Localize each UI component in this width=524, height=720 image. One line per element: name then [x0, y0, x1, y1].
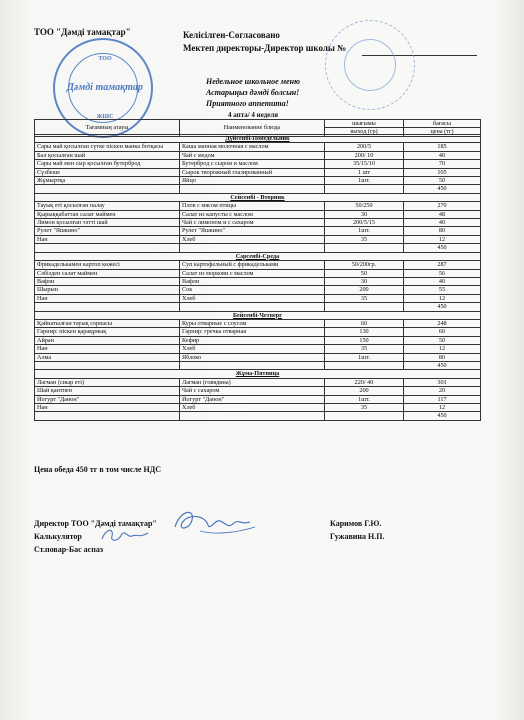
table-row [35, 353, 481, 361]
dish-name-kz: Нан [35, 235, 180, 243]
dish-name-kz: Вафли [35, 277, 180, 285]
day-title: Сәрсенбі-Среда [35, 252, 481, 260]
greeting-ru: Приятного аппетита! [206, 99, 289, 108]
dish-price: 40 [404, 219, 481, 227]
day-title: Дүйсенбі-Понедельник [35, 135, 481, 143]
dish-price: 60 [404, 328, 481, 336]
table-row [35, 336, 481, 344]
dish-name-kz: Рулет "Яшкино" [35, 227, 180, 235]
dish-price: 80 [404, 227, 481, 235]
dish-name-kz: Шай қантпен [35, 387, 180, 395]
table-row [35, 294, 481, 302]
dish-price: 50 [404, 177, 481, 185]
dish-name-kz: Сүзбеше [35, 168, 180, 176]
dish-name-kz: Нан [35, 404, 180, 412]
dish-output: 200/ 10 [325, 151, 404, 159]
dish-price: 20 [404, 387, 481, 395]
dish-output: 130 [325, 328, 404, 336]
dish-name-ru: Яблоко [180, 353, 325, 361]
dish-name-ru: Кефир [180, 336, 325, 344]
dish-price: 40 [404, 151, 481, 159]
dish-name-kz: Жұмыртқа [35, 177, 180, 185]
day-header-row [35, 370, 481, 378]
dish-name-ru: Плов с мясом птицы [180, 202, 325, 210]
table-row [35, 345, 481, 353]
dish-output: 50/200гр. [325, 261, 404, 269]
day-total-price: 450 [404, 303, 481, 311]
dish-name-kz: Нан [35, 294, 180, 302]
school-stamp [325, 20, 415, 110]
dish-price: 48 [404, 210, 481, 218]
table-row [35, 286, 481, 294]
dish-name-ru: Лагман (говядина) [180, 378, 325, 386]
table-row [35, 328, 481, 336]
day-total-price: 450 [404, 185, 481, 193]
approval-label: Келісілген-Согласовано [183, 30, 280, 40]
greeting-kz: Астарыңыз дәмді болсын! [206, 88, 300, 97]
dish-output: 200 [325, 387, 404, 395]
chef-label: Ст.повар-Бас аспаз [34, 545, 104, 554]
dish-price: 12 [404, 235, 481, 243]
calculator-signature [98, 524, 153, 546]
dish-name-ru: Чай с медом [180, 151, 325, 159]
company-stamp: ТОО Дәмді тамақтар ЖШС [53, 38, 153, 138]
menu-table [34, 134, 481, 421]
dish-price: 287 [404, 261, 481, 269]
dish-price: 117 [404, 395, 481, 403]
dish-output: 1шт. [325, 395, 404, 403]
dish-price: 12 [404, 345, 481, 353]
dish-name-ru: Каша манная молочная с маслом [180, 143, 325, 151]
day-title: Бейсенбі-Четверг [35, 311, 481, 319]
dish-name-ru: Сырок творожный глазированный [180, 168, 325, 176]
dish-output: 1шт. [325, 227, 404, 235]
director-signature [170, 505, 260, 540]
day-total-price: 450 [404, 412, 481, 420]
dish-name-ru: Куры отварные с соусом [180, 319, 325, 327]
day-header-row [35, 193, 481, 201]
dish-name-kz: Сары май мен сыр қосылған бутерброд [35, 160, 180, 168]
col-price-ru: цена (тг) [404, 128, 481, 136]
table-row [35, 378, 481, 386]
table-row [35, 319, 481, 327]
dish-output: 150 [325, 336, 404, 344]
table-row [35, 261, 481, 269]
col-name-ru: Наименование блюда [180, 120, 325, 137]
dish-output: 35/15/10 [325, 160, 404, 168]
dish-price: 50 [404, 336, 481, 344]
dish-price: 105 [404, 168, 481, 176]
dish-output: 1 шт [325, 168, 404, 176]
dish-price: 270 [404, 202, 481, 210]
dish-price: 185 [404, 143, 481, 151]
col-output-ru: выход (гр) [325, 128, 404, 136]
dish-output: 35 [325, 404, 404, 412]
dish-name-ru: Сок [180, 286, 325, 294]
dish-output: 50/250 [325, 202, 404, 210]
dish-output: 35 [325, 294, 404, 302]
dish-name-ru: Хлеб [180, 294, 325, 302]
day-total-row [35, 185, 481, 193]
dish-name-ru: Яйцо [180, 177, 325, 185]
dish-price: 70 [404, 160, 481, 168]
col-output-kz: шығымы [325, 120, 404, 128]
dish-price: 12 [404, 294, 481, 302]
col-name-kz: Тағамның атауы [35, 120, 180, 137]
dish-price: 55 [404, 286, 481, 294]
dish-name-ru: Салат из моркови с маслом [180, 269, 325, 277]
dish-output: 1шт. [325, 177, 404, 185]
dish-price: 301 [404, 378, 481, 386]
day-title: Жұма-Пятница [35, 370, 481, 378]
day-title: Сейсенбі - Вторник [35, 193, 481, 201]
dish-name-kz: Сәбізден салат маймен [35, 269, 180, 277]
day-total-price: 450 [404, 244, 481, 252]
dish-name-kz: Алма [35, 353, 180, 361]
table-row [35, 227, 481, 235]
dish-name-kz: Фрикаделькамен картоп көжесі [35, 261, 180, 269]
dish-output: 200 [325, 286, 404, 294]
dish-output: 220/ 40 [325, 378, 404, 386]
dish-name-kz: Шырын [35, 286, 180, 294]
dish-name-kz: Лимон қосылған тәтті шай [35, 219, 180, 227]
dish-name-ru: Хлеб [180, 345, 325, 353]
dish-output: 60 [325, 319, 404, 327]
director-name: Каримов Г.Ю. [330, 519, 382, 528]
dish-output: 30 [325, 210, 404, 218]
dish-name-ru: Суп картофельный с фрикадельками [180, 261, 325, 269]
price-note: Цена обеда 450 тг в том числе НДС [34, 465, 161, 474]
table-row [35, 387, 481, 395]
table-row [35, 277, 481, 285]
day-total-row [35, 412, 481, 420]
day-total-price: 450 [404, 361, 481, 369]
table-row [35, 269, 481, 277]
dish-name-kz: Тауық еті қосылған палау [35, 202, 180, 210]
dish-price: 56 [404, 269, 481, 277]
dish-output: 35 [325, 235, 404, 243]
dish-output: 35 [325, 345, 404, 353]
dish-name-kz: Бал қосылған шай [35, 151, 180, 159]
dish-price: 12 [404, 404, 481, 412]
dish-name-kz: Қайнатылған тауық сорпасы [35, 319, 180, 327]
week-label: 4 апта/ 4 неделя [228, 111, 279, 119]
table-row [35, 160, 481, 168]
dish-output: 1шт. [325, 353, 404, 361]
table-row [35, 202, 481, 210]
dish-price: 248 [404, 319, 481, 327]
day-total-row [35, 303, 481, 311]
dish-name-ru: Чай с сахаром [180, 387, 325, 395]
table-row [35, 210, 481, 218]
director-line-label: Мектеп директоры-Директор школы № [183, 43, 347, 53]
dish-name-ru: Хлеб [180, 235, 325, 243]
dish-name-ru: Йогурт "Данон" [180, 395, 325, 403]
table-row [35, 395, 481, 403]
dish-name-ru: Хлеб [180, 404, 325, 412]
dish-name-ru: Рулет "Яшкино" [180, 227, 325, 235]
company-name: ТОО "Дәмді тамақтар" [34, 27, 131, 37]
calculator-name: Гужавина Н.П. [330, 532, 385, 541]
day-total-row [35, 361, 481, 369]
dish-price: 80 [404, 353, 481, 361]
dish-output: 200/5 [325, 143, 404, 151]
col-price-kz: бағасы [404, 120, 481, 128]
day-header-row [35, 135, 481, 143]
day-total-row [35, 244, 481, 252]
dish-price: 40 [404, 277, 481, 285]
day-header-row [35, 311, 481, 319]
dish-output: 50 [325, 269, 404, 277]
dish-name-kz: Айран [35, 336, 180, 344]
dish-name-ru: Чай с лимоном и с сахаром [180, 219, 325, 227]
table-row [35, 219, 481, 227]
table-row [35, 168, 481, 176]
dish-name-kz: Нан [35, 345, 180, 353]
dish-name-kz: Сары май қосылған сүтке піскен манка ботқасы [35, 143, 180, 151]
dish-name-kz: Қырыққабаттан салат маймен [35, 210, 180, 218]
dish-name-ru: Гарнир: гречка отварная [180, 328, 325, 336]
menu-title: Недельное школьное меню [206, 77, 300, 86]
table-row [35, 177, 481, 185]
dish-output: 30 [325, 277, 404, 285]
calculator-label: Калькулятор [34, 532, 82, 541]
dish-name-ru: Вафли [180, 277, 325, 285]
dish-name-ru: Салат из капусты с маслом [180, 210, 325, 218]
table-row [35, 404, 481, 412]
day-header-row [35, 252, 481, 260]
dish-name-ru: Бутерброд с сыром и маслом [180, 160, 325, 168]
dish-name-kz: Лагман (сиыр еті) [35, 378, 180, 386]
table-row [35, 235, 481, 243]
dish-output: 200/5/15 [325, 219, 404, 227]
table-row [35, 143, 481, 151]
table-row [35, 151, 481, 159]
director-label: Директор ТОО "Дәмді тамақтар" [34, 519, 157, 528]
dish-name-kz: Йогурт "Данон" [35, 395, 180, 403]
dish-name-kz: Гарнир: піскен қарақұмық [35, 328, 180, 336]
